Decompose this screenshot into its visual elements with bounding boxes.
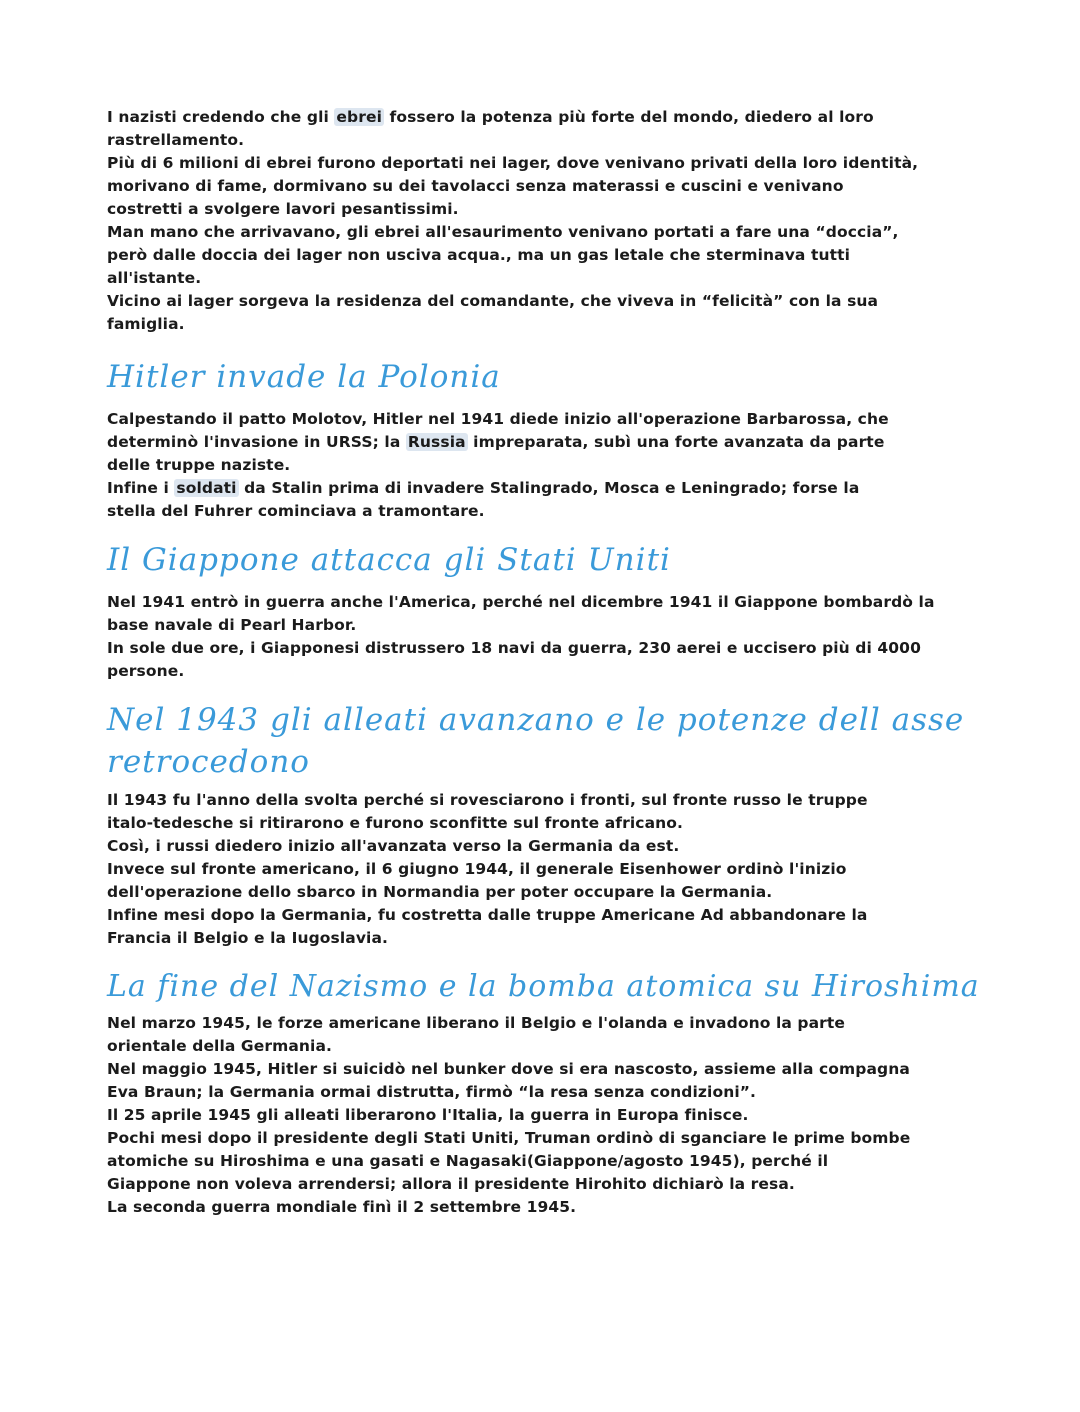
- text-line: Calpestando il patto Molotov, Hitler nel 1941 diede inizio all'operazione Barbarossa, che: [107, 410, 889, 428]
- section-paragraph-giappone: [107, 591, 987, 683]
- highlighted-word: Russia: [407, 433, 466, 451]
- section-heading-hitler-invade: Hitler invade la Polonia: [107, 359, 501, 395]
- text-line: Invece sul fronte americano, il 6 giugno 1944, il generale Eisenhower ordinò l'inizio: [107, 860, 847, 878]
- text-line: Il 25 aprile 1945 gli alleati liberarono l'Italia, la guerra in Europa finisce.: [107, 1106, 749, 1124]
- text-line: base navale di Pearl Harbor.: [107, 616, 357, 634]
- text-line: Infine mesi dopo la Germania, fu costretta dalle truppe Americane Ad abbandonare la: [107, 906, 868, 924]
- text-line: però dalle doccia dei lager non usciva acqua., ma un gas letale che sterminava tutti: [107, 246, 851, 264]
- section-heading-giappone: Il Giappone attacca gli Stati Uniti: [107, 542, 671, 578]
- section-paragraph-hitler-invade: [107, 408, 987, 523]
- text-line: italo-tedesche si ritirarono e furono sconfitte sul fronte africano.: [107, 814, 684, 832]
- text-line: famiglia.: [107, 315, 185, 333]
- text-line: orientale della Germania.: [107, 1037, 333, 1055]
- section-paragraph-fine-nazismo: [107, 1012, 987, 1219]
- text-line: Man mano che arrivavano, gli ebrei all'esaurimento venivano portati a fare una “doccia”,: [107, 223, 899, 241]
- text-line: stella del Fuhrer cominciava a tramontare.: [107, 502, 485, 520]
- text-line: Francia il Belgio e la Iugoslavia.: [107, 929, 388, 947]
- text-line: Giappone non voleva arrendersi; allora il presidente Hirohito dichiarò la resa.: [107, 1175, 795, 1193]
- text-line: all'istante.: [107, 269, 202, 287]
- highlighted-word: soldati: [176, 479, 237, 497]
- text-line: I nazisti credendo che gli ebrei fossero la potenza più forte del mondo, diedero al loro: [107, 108, 874, 126]
- text-line: delle truppe naziste.: [107, 456, 291, 474]
- section-heading-1943: Nel 1943 gli alleati avanzano e le potenze dell asse retrocedono: [107, 702, 965, 780]
- text-line: Nel 1941 entrò in guerra anche l'America, perché nel dicembre 1941 il Giappone bombardò la: [107, 593, 935, 611]
- text-line: determinò l'invasione in URSS; la Russia impreparata, subì una forte avanzata da parte: [107, 433, 885, 451]
- text-line: dell'operazione dello sbarco in Normandia per poter occupare la Germania.: [107, 883, 773, 901]
- text-line: atomiche su Hiroshima e una gasati e Nagasaki(Giappone/agosto 1945), perché il: [107, 1152, 829, 1170]
- section-paragraph-1943: [107, 789, 987, 950]
- text-line: Nel maggio 1945, Hitler si suicidò nel bunker dove si era nascosto, assieme alla compagna: [107, 1060, 910, 1078]
- text-line: Più di 6 milioni di ebrei furono deportati nei lager, dove venivano privati della loro identità,: [107, 154, 919, 172]
- text-line: Eva Braun; la Germania ormai distrutta, firmò “la resa senza condizioni”.: [107, 1083, 757, 1101]
- intro-paragraph: [107, 106, 987, 336]
- text-line: persone.: [107, 662, 185, 680]
- text-line: Il 1943 fu l'anno della svolta perché si rovesciarono i fronti, sul fronte russo le truppe: [107, 791, 868, 809]
- text-line: Vicino ai lager sorgeva la residenza del comandante, che viveva in “felicità” con la sua: [107, 292, 879, 310]
- section-heading-fine-nazismo: La fine del Nazismo e la bomba atomica su Hiroshima: [107, 969, 980, 1004]
- text-line: La seconda guerra mondiale finì il 2 settembre 1945.: [107, 1198, 577, 1216]
- text-line: In sole due ore, i Giapponesi distrussero 18 navi da guerra, 230 aerei e uccisero più di 4000: [107, 639, 921, 657]
- document-page: [107, 106, 987, 1219]
- text-line: costretti a svolgere lavori pesantissimi.: [107, 200, 459, 218]
- highlighted-word: ebrei: [336, 108, 382, 126]
- text-line: Così, i russi diedero inizio all'avanzata verso la Germania da est.: [107, 837, 680, 855]
- text-line: rastrellamento.: [107, 131, 245, 149]
- text-line: Pochi mesi dopo il presidente degli Stati Uniti, Truman ordinò di sganciare le prime bombe: [107, 1129, 911, 1147]
- text-line: Nel marzo 1945, le forze americane liberano il Belgio e l'olanda e invadono la parte: [107, 1014, 846, 1032]
- text-line: Infine i soldati da Stalin prima di invadere Stalingrado, Mosca e Leningrado; forse la: [107, 479, 860, 497]
- text-line: morivano di fame, dormivano su dei tavolacci senza materassi e cuscini e venivano: [107, 177, 844, 195]
